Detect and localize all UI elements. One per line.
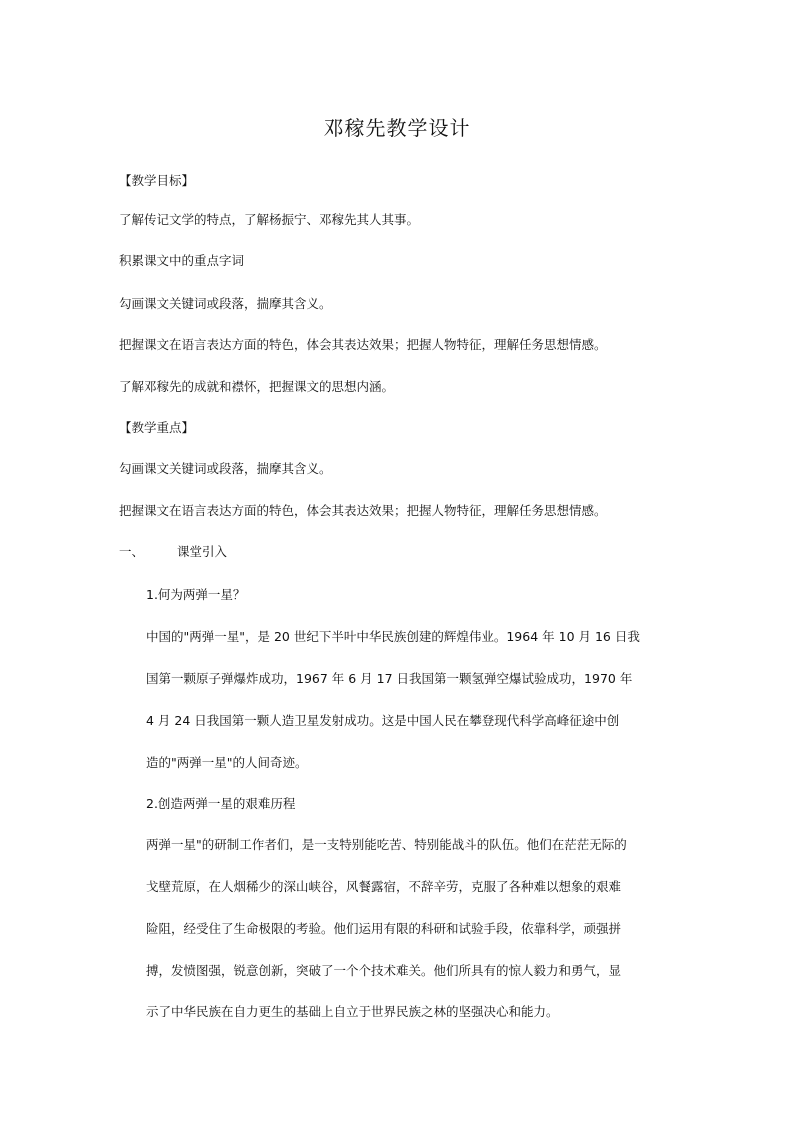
part-title: 课堂引入 [177, 544, 228, 559]
paragraph-line: 国第一颗原子弹爆炸成功，1967 年 6 月 17 日我国第一颗氢弹空爆试验成功，1970 年 [146, 671, 633, 686]
goal-item: 了解传记文学的特点，了解杨振宁、邓稼先其人其事。 [119, 212, 420, 227]
question-title: 2.创造两弹一星的艰难历程 [146, 796, 296, 811]
goal-item: 了解邓稼先的成就和襟怀，把握课文的思想内涵。 [119, 379, 395, 394]
key-point-item: 勾画课文关键词或段落，揣摩其含义。 [119, 461, 332, 476]
paragraph-line: 造的"两弹一星"的人间奇迹。 [146, 755, 308, 770]
goal-item: 勾画课文关键词或段落，揣摩其含义。 [119, 296, 332, 311]
goal-item: 把握课文在语言表达方面的特色，体会其表达效果；把握人物特征，理解任务思想情感。 [119, 337, 607, 352]
paragraph-line: 搏，发愤图强，锐意创新，突破了一个个技术难关。他们所具有的惊人毅力和勇气，显 [146, 963, 622, 978]
paragraph-line: 中国的"两弹一星"，是 20 世纪下半叶中华民族创建的辉煌伟业。1964 年 10 月 16 日我 [146, 629, 640, 644]
question-title: 1.何为两弹一星？ [146, 587, 246, 602]
section-heading-keypoints: 【教学重点】 [119, 420, 195, 435]
goal-item: 积累课文中的重点字词 [119, 253, 245, 268]
paragraph-line: 4 月 24 日我国第一颗人造卫星发射成功。这是中国人民在攀登现代科学高峰征途中创 [146, 713, 620, 728]
paragraph-line: 戈壁荒原，在人烟稀少的深山峡谷，风餐露宿，不辞辛劳，克服了各种难以想象的艰难 [146, 879, 622, 894]
key-point-item: 把握课文在语言表达方面的特色，体会其表达效果；把握人物特征，理解任务思想情感。 [119, 503, 607, 518]
document-title: 邓稼先教学设计 [323, 116, 471, 140]
paragraph-line: 示了中华民族在自力更生的基础上自立于世界民族之林的坚强决心和能力。 [146, 1004, 559, 1019]
paragraph-line: 险阻，经受住了生命极限的考验。他们运用有限的科研和试验手段，依靠科学，顽强拼 [146, 921, 622, 936]
section-heading-goals: 【教学目标】 [119, 173, 195, 188]
part-number: 一、 [119, 544, 145, 559]
paragraph-line: 两弹一星"的研制工作者们，是一支特别能吃苦、特别能战斗的队伍。他们在茫茫无际的 [146, 837, 627, 852]
